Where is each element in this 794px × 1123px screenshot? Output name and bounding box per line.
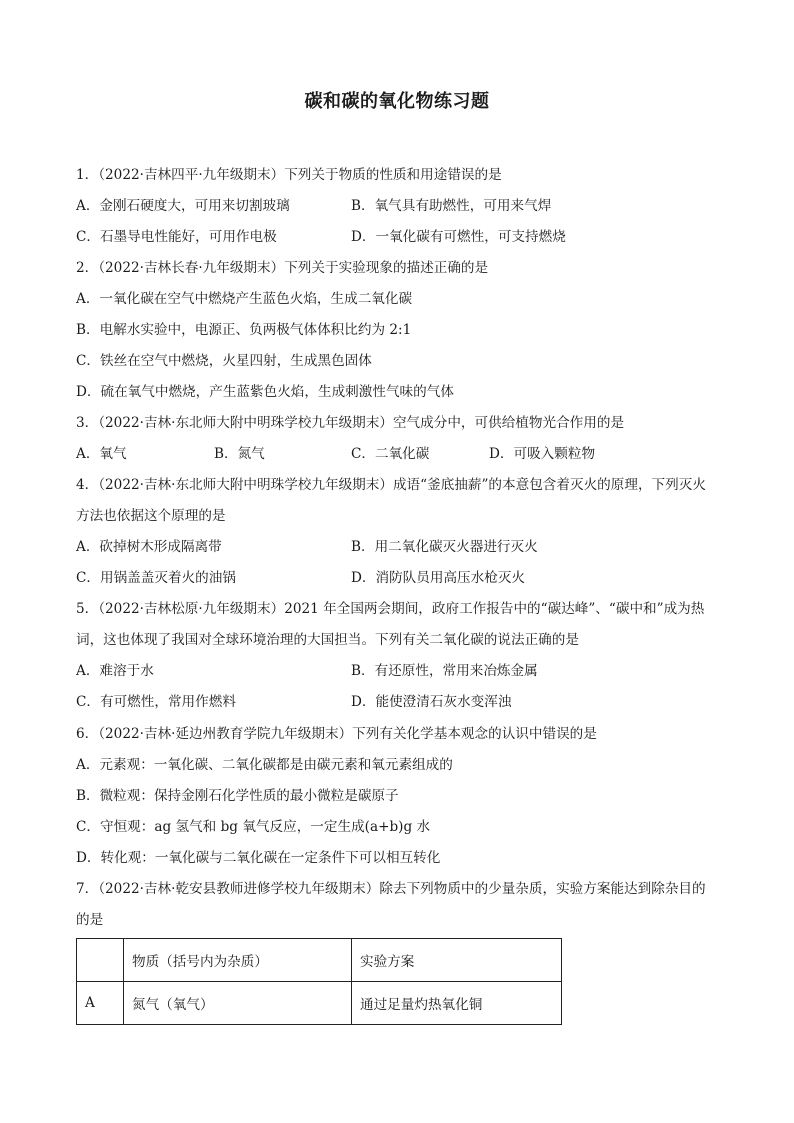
question-6-stem: 6．（2022·吉林·延边州教育学院九年级期末）下列有关化学基本观念的认识中错误的是 [76, 726, 597, 742]
q2-option-c: C．铁丝在空气中燃烧，火星四射，生成黑色固体 [76, 353, 372, 369]
question-5-stem-cont: 词，这也体现了我国对全球环境治理的大国担当。下列有关二氧化碳的说法正确的是 [76, 632, 579, 648]
q6-option-c: C．守恒观：ag 氢气和 bg 氧气反应，一定生成(a+b)g 水 [76, 819, 431, 835]
question-7-stem: 7．（2022·吉林·乾安县教师进修学校九年级期末）除去下列物质中的少量杂质，实验方案能达到除杂目的 [76, 881, 706, 897]
q1-option-a: A．金刚石硬度大，可用来切割玻璃 [76, 198, 290, 214]
q5-option-a: A．难溶于水 [76, 663, 154, 679]
question-3-stem: 3．（2022·吉林·东北师大附中明珠学校九年级期末）空气成分中，可供给植物光合作用的是 [76, 415, 625, 431]
q3-option-c: C．二氧化碳 [351, 446, 430, 462]
q3-option-a: A．氧气 [76, 446, 127, 462]
page-title: 碳和碳的氧化物练习题 [304, 91, 490, 112]
table-header-row [77, 939, 562, 982]
q2-option-a: A．一氧化碳在空气中燃烧产生蓝色火焰，生成二氧化碳 [76, 291, 413, 307]
table-row [77, 982, 562, 1025]
q5-option-d: D．能使澄清石灰水变浑浊 [351, 694, 512, 710]
q6-option-b: B．微粒观：保持金刚石化学性质的最小微粒是碳原子 [76, 788, 399, 804]
q2-option-b: B．电解水实验中，电源正、负两极气体体积比约为 2:1 [76, 322, 412, 338]
q4-option-c: C．用锅盖盖灭着火的油锅 [76, 570, 236, 586]
table-cell: A [77, 982, 124, 1025]
q4-option-b: B．用二氧化碳灭火器进行灭火 [351, 539, 538, 555]
q5-option-b: B．有还原性，常用来冶炼金属 [351, 663, 538, 679]
table-header-cell: 物质（括号内为杂质） [124, 939, 352, 982]
q4-option-d: D．消防队员用高压水枪灭火 [351, 570, 526, 586]
q6-option-d: D．转化观：一氧化碳与二氧化碳在一定条件下可以相互转化 [76, 850, 441, 866]
question-4-stem-cont: 方法也依据这个原理的是 [76, 508, 226, 524]
question-5-stem: 5．（2022·吉林松原·九年级期末）2021 年全国两会期间，政府工作报告中的“碳达峰”、“碳中和”成为热 [76, 601, 705, 617]
question-1-stem: 1．（2022·吉林四平·九年级期末）下列关于物质的性质和用途错误的是 [76, 167, 502, 183]
table-header-cell [77, 939, 124, 982]
q4-option-a: A．砍掉树木形成隔离带 [76, 539, 222, 555]
question-7-stem-cont: 的是 [76, 912, 104, 928]
q1-option-b: B．氧气具有助燃性，可用来气焊 [351, 198, 552, 214]
q6-option-a: A．元素观：一氧化碳、二氧化碳都是由碳元素和氧元素组成的 [76, 757, 453, 773]
q5-option-c: C．有可燃性，常用作燃料 [76, 694, 236, 710]
table-cell: 通过足量灼热氧化铜 [352, 982, 562, 1025]
question-4-stem: 4．（2022·吉林·东北师大附中明珠学校九年级期末）成语“釜底抽薪”的本意包含着灭火的原理，下列灭火 [76, 477, 706, 493]
q2-option-d: D．硫在氧气中燃烧，产生蓝紫色火焰，生成刺激性气味的气体 [76, 384, 454, 400]
question-2-stem: 2．（2022·吉林长春·九年级期末）下列关于实验现象的描述正确的是 [76, 260, 489, 276]
impurity-removal-table [76, 938, 562, 1025]
q1-option-d: D．一氧化碳有可燃性，可支持燃烧 [351, 229, 566, 245]
table-header-cell: 实验方案 [352, 939, 562, 982]
q3-option-b: B．氮气 [214, 446, 265, 462]
table-cell: 氮气（氧气） [124, 982, 352, 1025]
q1-option-c: C．石墨导电性能好，可用作电极 [76, 229, 277, 245]
q3-option-d: D．可吸入颗粒物 [489, 446, 596, 462]
